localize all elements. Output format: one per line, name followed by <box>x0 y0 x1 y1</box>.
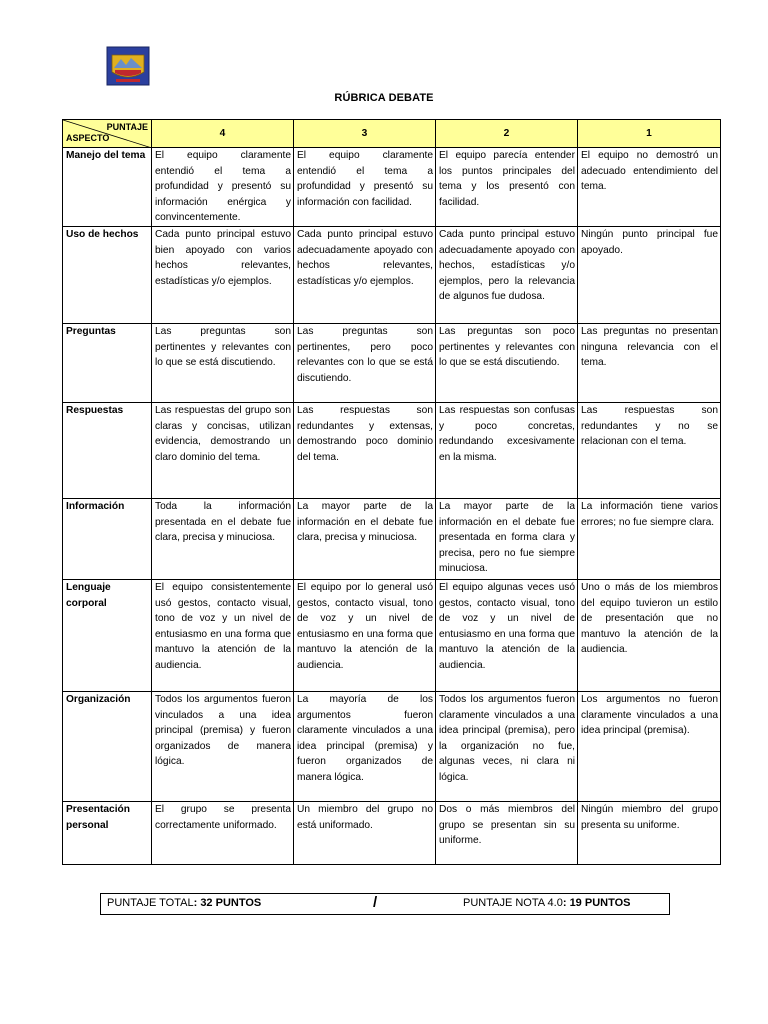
table-cell: Ningún punto principal fue apoyado. <box>578 226 721 323</box>
table-row <box>63 498 721 579</box>
passing-score-label: PUNTAJE NOTA 4.0 <box>463 897 563 909</box>
passing-score <box>463 897 631 909</box>
table-cell: El equipo claramente entendió el tema a profundidad y presentó su información enérgica y convincentemente. <box>152 148 294 227</box>
aspect-label: Información <box>63 498 152 579</box>
corner-label-puntaje: PUNTAJE <box>106 122 148 132</box>
table-row <box>63 226 721 323</box>
table-cell: Las respuestas del grupo son claras y concisas, utilizan evidencia, demostrando un claro dominio del tema. <box>152 402 294 498</box>
aspect-label: Presentación personal <box>63 801 152 864</box>
table-cell: Uno o más de los miembros del equipo tuvieron un estilo de presentación que no mantuvo la atención de la audiencia. <box>578 579 721 691</box>
table-cell: El equipo por lo general usó gestos, contacto visual, tono de voz y un nivel de entusiasmo en una forma que mantuvo la atención de la audiencia. <box>294 579 436 691</box>
passing-score-value: : 19 PUNTOS <box>562 897 631 909</box>
table-cell: La mayoría de los argumentos fueron claramente vinculados a una idea principal (premisa) y fueron organizados de manera lógica. <box>294 691 436 801</box>
table-row <box>63 148 721 227</box>
rubric-table <box>62 119 721 865</box>
score-summary-box <box>100 893 670 915</box>
aspect-label: Lenguaje corporal <box>63 579 152 691</box>
table-cell: Todos los argumentos fueron claramente vinculados a una idea principal (premisa), pero la organización no fue, algunas veces, ni clara ni lógica. <box>436 691 578 801</box>
table-cell: Las preguntas son pertinentes y relevantes con lo que se está discutiendo. <box>152 323 294 402</box>
table-cell: Un miembro del grupo no está uniformado. <box>294 801 436 864</box>
table-row <box>63 579 721 691</box>
table-cell: Todos los argumentos fueron vinculados a una idea principal (premisa) y fueron organizados de manera lógica. <box>152 691 294 801</box>
table-cell: Ningún miembro del grupo presenta su uniforme. <box>578 801 721 864</box>
table-cell: La mayor parte de la información en el debate fue clara, precisa y minuciosa. <box>294 498 436 579</box>
table-cell: Los argumentos no fueron claramente vinculados a una idea principal (premisa). <box>578 691 721 801</box>
table-cell: Las preguntas no presentan ninguna relevancia con el tema. <box>578 323 721 402</box>
score-header-2: 2 <box>436 120 578 148</box>
total-score <box>107 897 261 909</box>
table-cell: Toda la información presentada en el debate fue clara, precisa y minuciosa. <box>152 498 294 579</box>
table-cell: Cada punto principal estuvo adecuadamente apoyado con hechos, estadísticas y/o ejemplos, pero la relevancia de algunos fue dudosa. <box>436 226 578 323</box>
table-cell: Las preguntas son poco pertinentes y relevantes con lo que se está discutiendo. <box>436 323 578 402</box>
table-cell: Las respuestas son redundantes y no se relacionan con el tema. <box>578 402 721 498</box>
page-title: RÚBRICA DEBATE <box>334 92 434 104</box>
table-cell: Las respuestas son redundantes y extensas, demostrando poco dominio del tema. <box>294 402 436 498</box>
table-cell: La información tiene varios errores; no fue siempre clara. <box>578 498 721 579</box>
table-cell: El equipo consistentemente usó gestos, contacto visual, tono de voz y un nivel de entusiasmo en una forma que mantuvo la atención de la audiencia. <box>152 579 294 691</box>
table-row <box>63 691 721 801</box>
score-header-3: 3 <box>294 120 436 148</box>
score-header-1: 1 <box>578 120 721 148</box>
table-cell: Las respuestas son confusas y poco concretas, redundando excesivamente en la misma. <box>436 402 578 498</box>
table-cell: Dos o más miembros del grupo se presentan sin su uniforme. <box>436 801 578 864</box>
aspect-label: Manejo del tema <box>63 148 152 227</box>
table-cell: El equipo no demostró un adecuado entendimiento del tema. <box>578 148 721 227</box>
table-cell: Cada punto principal estuvo bien apoyado con varios hechos relevantes, estadísticas y/o ejemplos. <box>152 226 294 323</box>
table-cell: La mayor parte de la información en el debate fue presentada en forma clara y precisa, pero no fue siempre minuciosa. <box>436 498 578 579</box>
corner-header <box>63 120 152 148</box>
table-row <box>63 402 721 498</box>
table-cell: El equipo parecía entender los puntos principales del tema y los presentó con facilidad. <box>436 148 578 227</box>
total-score-value: : 32 PUNTOS <box>193 897 262 909</box>
school-crest-logo <box>106 46 150 86</box>
score-separator: / <box>373 894 378 911</box>
table-cell: El equipo algunas veces usó gestos, contacto visual, tono de voz y un nivel de entusiasmo en una forma que mantuvo la atención de la audiencia. <box>436 579 578 691</box>
corner-label-aspecto: ASPECTO <box>66 133 110 144</box>
header-row <box>63 120 721 148</box>
table-cell: El equipo claramente entendió el tema a profundidad y presentó su información con facilidad. <box>294 148 436 227</box>
aspect-label: Uso de hechos <box>63 226 152 323</box>
score-header-4: 4 <box>152 120 294 148</box>
table-cell: El grupo se presenta correctamente uniformado. <box>152 801 294 864</box>
aspect-label: Respuestas <box>63 402 152 498</box>
total-score-label: PUNTAJE TOTAL <box>107 897 194 909</box>
table-cell: Cada punto principal estuvo adecuadamente apoyado con hechos relevantes, estadísticas y/o ejemplos. <box>294 226 436 323</box>
aspect-label: Organización <box>63 691 152 801</box>
table-row <box>63 801 721 864</box>
aspect-label: Preguntas <box>63 323 152 402</box>
table-row <box>63 323 721 402</box>
table-cell: Las preguntas son pertinentes, pero poco relevantes con lo que se está discutiendo. <box>294 323 436 402</box>
